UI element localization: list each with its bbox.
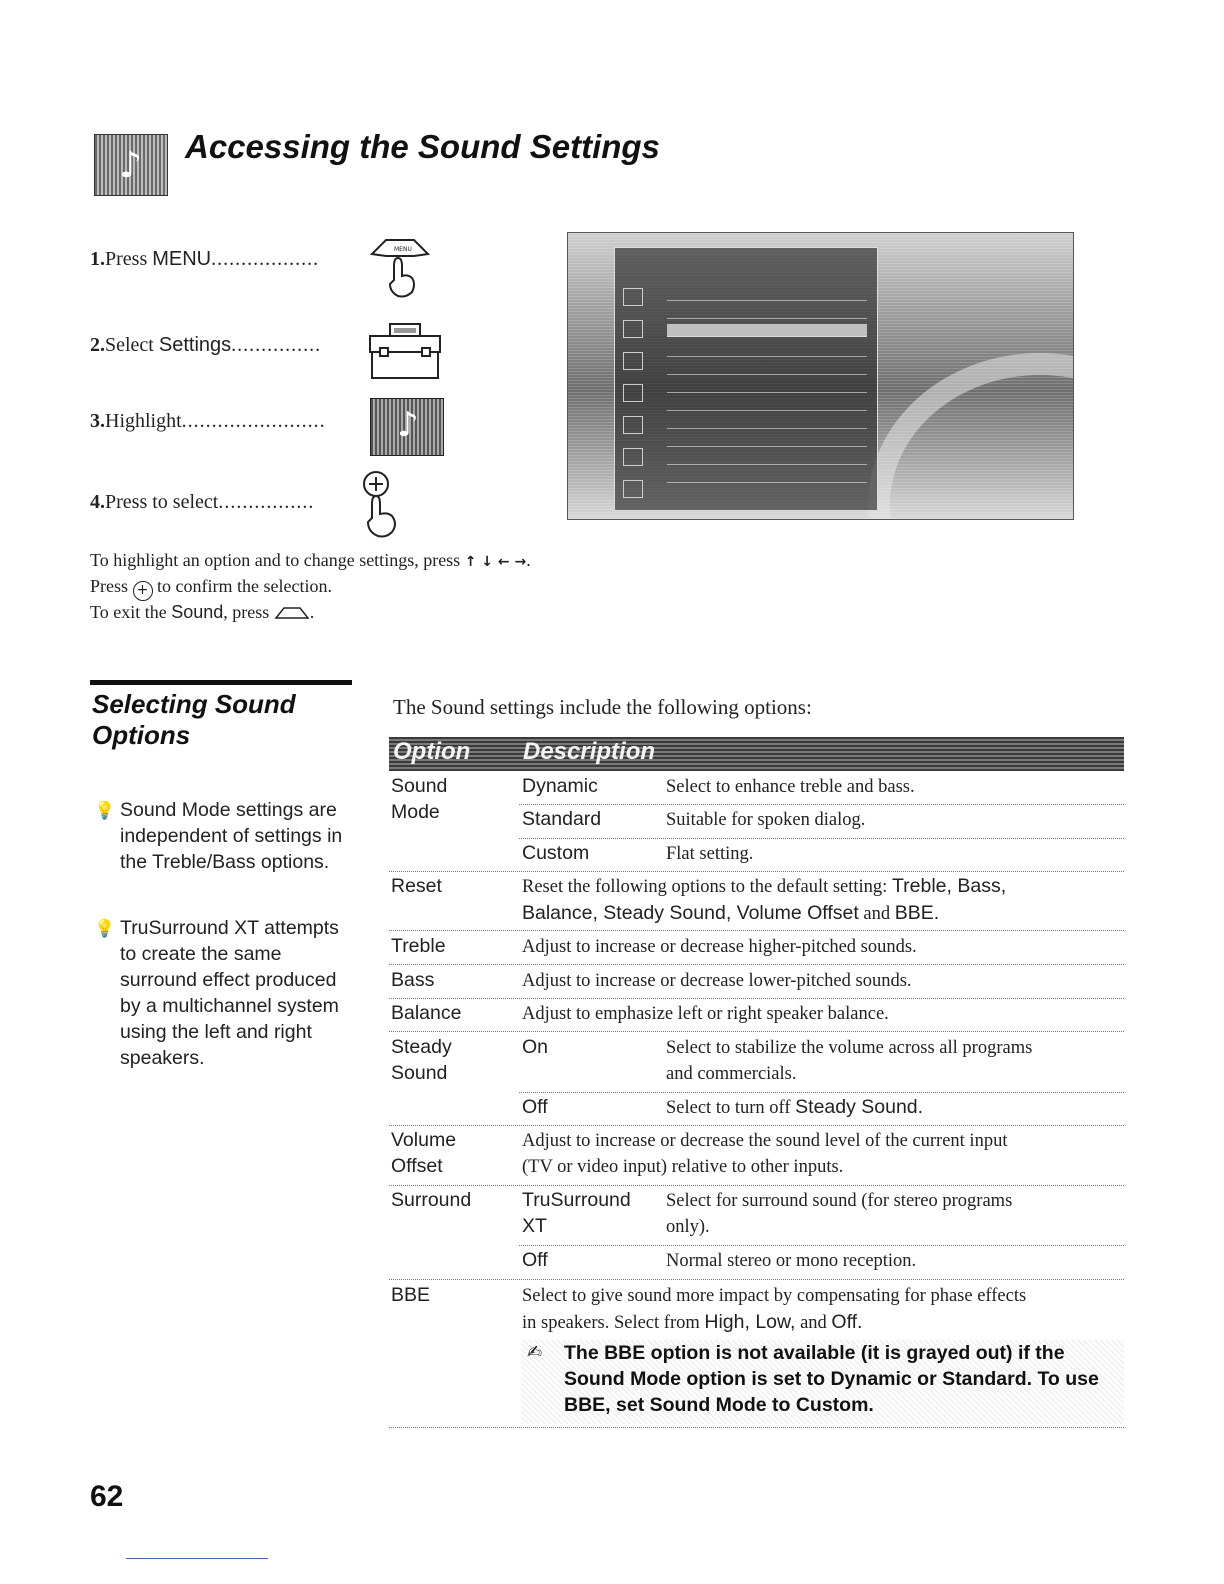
music-note-icon: ♪ — [397, 405, 419, 445]
desc-treble: Adjust to increase or decrease higher-pitched sounds. — [522, 937, 917, 957]
tv-menu-row — [667, 452, 867, 465]
select-circle-icon: + — [133, 581, 153, 601]
desc-surround-off: Normal stereo or mono reception. — [666, 1251, 917, 1271]
tv-menu-icon — [623, 480, 643, 498]
value-label: XT — [522, 1215, 547, 1237]
instruction-period: . — [526, 550, 531, 570]
step-3 — [90, 410, 326, 433]
tv-menu-row — [667, 362, 867, 375]
menu-key-icon — [274, 606, 310, 620]
step-3-number: 3. — [90, 410, 105, 432]
tv-menu-icon — [623, 288, 643, 306]
value-custom: Custom — [522, 842, 590, 864]
svg-text:MENU: MENU — [394, 246, 412, 253]
option-label: Steady — [391, 1036, 452, 1058]
step-1-text: Press — [105, 248, 153, 270]
step-1 — [90, 248, 319, 271]
step-2-key: Settings — [158, 334, 232, 356]
value-trusurround — [522, 1187, 631, 1239]
arrow-keys-icon: ↑ ↓ ← → — [464, 554, 527, 570]
instruction-text: , press — [223, 602, 270, 622]
section-intro: The Sound settings include the following options: — [393, 695, 812, 719]
tv-menu-overlay — [614, 247, 878, 511]
desc-standard: Suitable for spoken dialog. — [666, 810, 866, 830]
desc-text: Reset the following options to the default setting: — [522, 877, 888, 897]
desc-text: and commercials. — [666, 1064, 797, 1084]
instruction-text: To highlight an option and to change settings, press — [90, 550, 461, 570]
instruction-text: to confirm the selection. — [157, 576, 332, 596]
step-1-dots: .................. — [211, 248, 320, 270]
option-treble: Treble — [391, 935, 446, 957]
desc-text: and — [863, 904, 891, 924]
section-title: Selecting Sound Options — [92, 689, 296, 750]
instruction-navigate — [90, 550, 531, 571]
value-surround-off: Off — [522, 1249, 548, 1271]
tip-2 — [94, 915, 349, 1071]
row-divider — [389, 1185, 1124, 1186]
tv-menu-icon — [623, 448, 643, 466]
instruction-text: To exit the — [90, 602, 167, 622]
scenery-road — [868, 353, 1074, 520]
instruction-confirm — [90, 576, 332, 601]
tv-menu-row — [667, 434, 867, 447]
header-option: Option — [393, 738, 471, 765]
option-bass: Bass — [391, 969, 435, 991]
tv-menu-icon — [623, 416, 643, 434]
step-4-dots: ................ — [218, 491, 315, 513]
step-1-number: 1. — [90, 248, 105, 270]
select-button-icon — [358, 468, 408, 540]
tv-menu-row-selected — [667, 324, 867, 337]
step-2-number: 2. — [90, 334, 105, 356]
desc-key: Treble, Bass, — [891, 875, 1007, 897]
desc-text: Adjust to increase or decrease the sound level of the current input — [522, 1131, 1008, 1151]
desc-text: Select to stabilize the volume across all programs — [666, 1038, 1033, 1058]
step-4 — [90, 491, 314, 514]
desc-trusurround — [666, 1188, 1012, 1240]
value-label: TruSurround — [522, 1189, 631, 1211]
desc-text: (TV or video input) relative to other inputs. — [522, 1157, 844, 1177]
option-label: Volume — [391, 1129, 457, 1151]
instruction-period: . — [309, 602, 315, 622]
header-description: Description — [523, 738, 656, 765]
instruction-key: Sound — [171, 602, 224, 622]
menu-button-icon — [368, 236, 430, 300]
tv-menu-icon — [623, 352, 643, 370]
music-note-icon: ♪ — [119, 145, 142, 186]
desc-balance: Adjust to emphasize left or right speaker balance. — [522, 1004, 889, 1024]
desc-text: only). — [666, 1217, 710, 1237]
row-divider — [519, 838, 1124, 839]
section-rule — [90, 680, 352, 685]
note-text: The BBE option is not available (it is grayed out) if the Sound Mode option is set to Dynamic or Standard. To use BBE, set Sound Mode to Custom. — [564, 1342, 1099, 1416]
value-off: Off — [522, 1096, 548, 1118]
page-title: Accessing the Sound Settings — [185, 128, 660, 165]
tip-text: TruSurround XT attempts to create the same surround effect produced by a multichannel system using the left and right speakers. — [120, 917, 339, 1069]
desc-key: Steady Sound. — [795, 1096, 924, 1118]
option-bbe: BBE — [391, 1284, 431, 1306]
desc-reset — [522, 873, 1122, 927]
desc-text: and — [800, 1313, 827, 1333]
table-header — [389, 737, 1124, 771]
tv-menu-row — [667, 306, 867, 319]
desc-text: Select for surround sound (for stereo programs — [666, 1191, 1013, 1211]
desc-key: Balance, Steady Sound, Volume Offset — [522, 902, 859, 924]
row-divider — [519, 1245, 1124, 1246]
sound-icon — [370, 398, 444, 456]
option-volume-offset — [391, 1127, 456, 1179]
desc-text: Select to give sound more impact by compensating for phase effects — [522, 1286, 1027, 1306]
bbe-note — [521, 1340, 1124, 1424]
row-divider — [389, 998, 1124, 999]
desc-bbe — [522, 1283, 1122, 1336]
lightbulb-icon: 💡 — [94, 801, 116, 821]
footer-line — [126, 1558, 268, 1559]
page-number: 62 — [90, 1480, 124, 1513]
desc-volume-offset — [522, 1128, 1007, 1180]
sound-settings-icon — [94, 134, 168, 196]
option-reset: Reset — [391, 875, 442, 897]
tv-menu-row — [667, 398, 867, 411]
row-divider — [519, 1092, 1124, 1093]
tip-text: Sound Mode settings are independent of settings in the Treble/Bass options. — [120, 799, 343, 873]
option-label: Sound — [391, 1062, 448, 1084]
tip-1 — [94, 797, 349, 875]
step-3-text: Highlight — [105, 410, 182, 432]
step-1-key: MENU — [152, 248, 212, 270]
row-divider — [389, 964, 1124, 965]
tv-screenshot — [567, 232, 1074, 520]
step-2-dots: ............... — [231, 334, 322, 356]
instruction-text: Press — [90, 576, 129, 596]
option-sound-mode — [391, 773, 447, 825]
tv-menu-row — [667, 416, 867, 429]
desc-text: Select to turn off — [666, 1098, 791, 1118]
desc-dynamic: Select to enhance treble and bass. — [666, 777, 915, 797]
value-on: On — [522, 1036, 549, 1058]
row-divider — [389, 930, 1124, 931]
tv-menu-icon — [623, 384, 643, 402]
option-steady-sound — [391, 1034, 452, 1086]
tv-menu-row — [667, 380, 867, 393]
tv-menu-row — [667, 288, 867, 301]
desc-text: in speakers. Select from — [522, 1313, 700, 1333]
row-divider — [519, 804, 1124, 805]
desc-on — [666, 1035, 1032, 1087]
tv-menu-row — [667, 470, 867, 483]
option-surround: Surround — [391, 1189, 472, 1211]
desc-off — [666, 1094, 923, 1121]
row-divider — [389, 871, 1124, 872]
option-balance: Balance — [391, 1002, 462, 1024]
tv-menu-icon — [623, 320, 643, 338]
tv-menu-row — [667, 344, 867, 357]
row-divider — [389, 1031, 1124, 1032]
desc-custom: Flat setting. — [666, 844, 754, 864]
pencil-note-icon: ✍ — [527, 1342, 543, 1363]
instruction-exit — [90, 602, 314, 623]
desc-key: Off. — [831, 1311, 863, 1333]
option-label: Sound — [391, 775, 448, 797]
option-label: Offset — [391, 1155, 443, 1177]
row-divider — [389, 1125, 1124, 1126]
value-dynamic: Dynamic — [522, 775, 598, 797]
row-divider — [389, 1279, 1124, 1280]
toolbox-icon — [366, 320, 444, 382]
option-label: Mode — [391, 801, 440, 823]
desc-bass: Adjust to increase or decrease lower-pitched sounds. — [522, 971, 912, 991]
desc-key: High, Low, — [704, 1311, 796, 1333]
lightbulb-icon: 💡 — [94, 919, 116, 939]
desc-key: BBE. — [894, 902, 940, 924]
step-4-number: 4. — [90, 491, 105, 513]
row-divider — [389, 1427, 1124, 1428]
step-3-dots: ........................ — [181, 410, 326, 432]
tv-menu-icons — [623, 288, 649, 512]
step-2-text: Select — [105, 334, 159, 356]
value-standard: Standard — [522, 808, 602, 830]
step-2 — [90, 334, 321, 357]
step-4-text: Press to select — [105, 491, 219, 513]
